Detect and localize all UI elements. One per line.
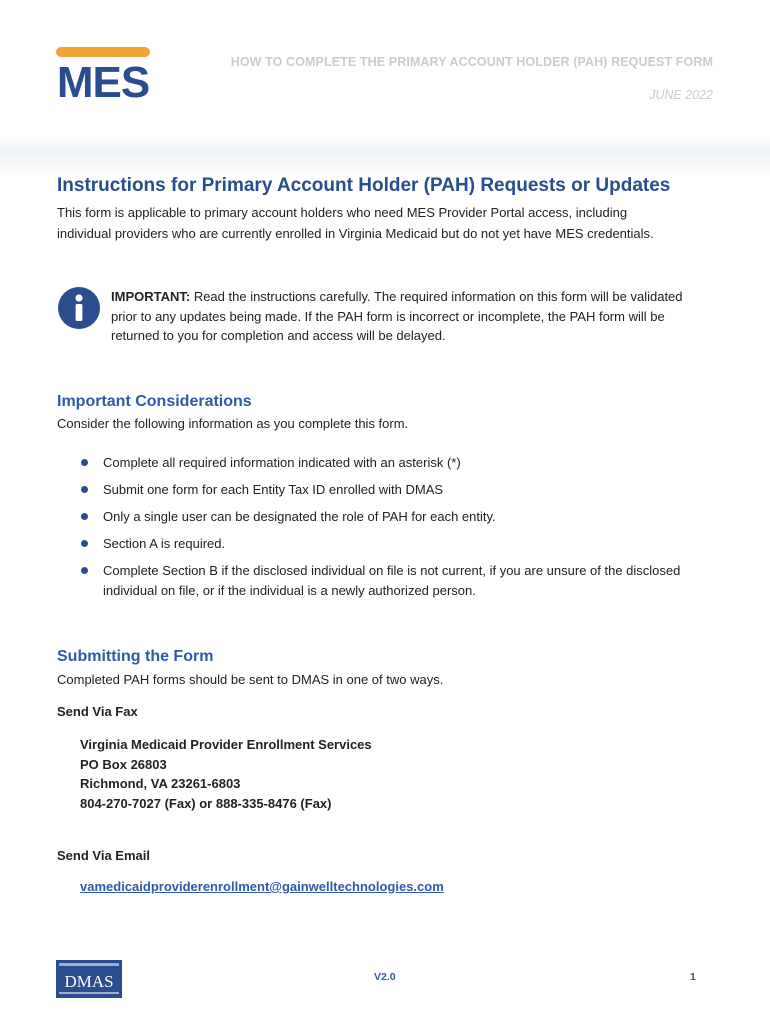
intro-paragraph <box>57 202 707 244</box>
mes-logo <box>56 47 150 99</box>
submitting-subtitle: Completed PAH forms should be sent to DMAS in one of two ways. <box>57 672 444 687</box>
fax-label: Send Via Fax <box>57 704 138 719</box>
list-item: Complete Section B if the disclosed individual on file is not current, if you are unsure of the disclosed individual on file, or if the individual is a newly authorized person. <box>80 561 700 600</box>
considerations-heading: Important Considerations <box>57 393 252 410</box>
address-line: Richmond, VA 23261-6803 <box>80 776 241 792</box>
bullet-icon <box>81 459 88 466</box>
email-link[interactable]: vamedicaidproviderenrollment@gainwelltechnologies.com <box>80 879 444 894</box>
considerations-list <box>80 453 700 608</box>
important-label: IMPORTANT: <box>111 289 191 304</box>
list-item: Submit one form for each Entity Tax ID enrolled with DMAS <box>80 480 700 500</box>
page-title: Instructions for Primary Account Holder (PAH) Requests or Updates <box>57 175 671 196</box>
address-line: PO Box 26803 <box>80 756 167 772</box>
info-icon <box>58 287 100 329</box>
svg-text:DMAS: DMAS <box>64 972 114 991</box>
submitting-heading: Submitting the Form <box>57 648 214 665</box>
mailing-address <box>80 735 372 813</box>
email-label: Send Via Email <box>57 848 150 863</box>
svg-text:MES: MES <box>56 58 150 99</box>
page-number: 1 <box>690 971 696 983</box>
important-text: Read the instructions carefully. The required information on this form will be validated prior to any updates being made. If the PAH form is incorrect or incomplete, the PAH form will be returned to you for completion and access will be delayed. <box>111 289 683 343</box>
list-item: Complete all required information indicated with an asterisk (*) <box>80 453 700 473</box>
dmas-logo <box>56 960 122 998</box>
bullet-icon <box>81 513 88 520</box>
version-label: V2.0 <box>374 971 396 983</box>
intro-line: individual providers who are currently enrolled in Virginia Medicaid but do not yet have MES credentials. <box>57 226 654 241</box>
fax-numbers: 804-270-7027 (Fax) or 888-335-8476 (Fax) <box>80 795 332 811</box>
considerations-subtitle: Consider the following information as you complete this form. <box>57 416 409 431</box>
document-title: HOW TO COMPLETE THE PRIMARY ACCOUNT HOLDER (PAH) REQUEST FORM <box>230 55 713 69</box>
important-notice <box>111 287 711 346</box>
bullet-icon <box>81 567 88 574</box>
list-item: Only a single user can be designated the role of PAH for each entity. <box>80 507 700 527</box>
address-line: Virginia Medicaid Provider Enrollment Services <box>80 737 372 752</box>
intro-line: This form is applicable to primary account holders who need MES Provider Portal access, including <box>57 205 628 220</box>
list-item: Section A is required. <box>80 534 700 554</box>
document-date: JUNE 2022 <box>649 88 713 102</box>
bullet-icon <box>81 486 88 493</box>
bullet-icon <box>81 540 88 547</box>
